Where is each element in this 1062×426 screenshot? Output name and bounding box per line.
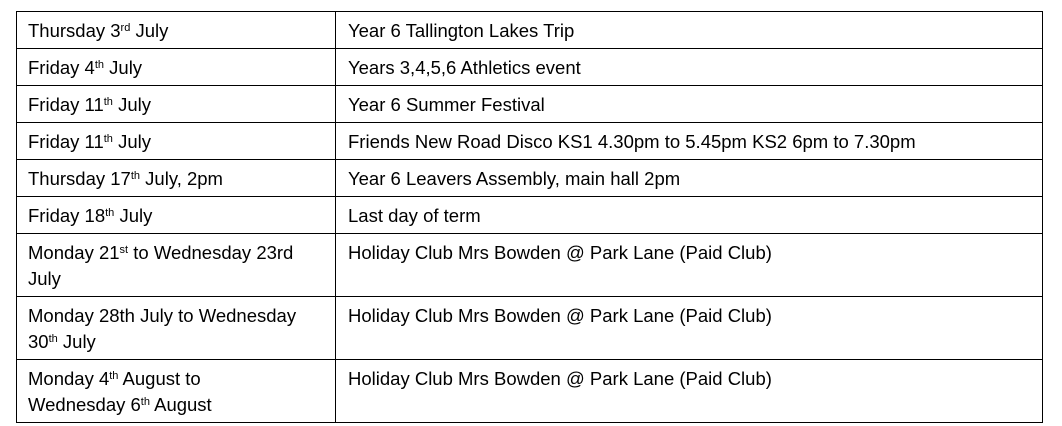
date-ordinal-suffix: rd [120, 22, 131, 34]
events-table-body [17, 12, 1043, 423]
event-date-cell [17, 12, 336, 49]
table-row [17, 160, 1043, 197]
date-ordinal-suffix: th [130, 170, 141, 182]
event-date-cell [17, 297, 336, 360]
event-description-cell: Year 6 Tallington Lakes Trip [336, 12, 1043, 49]
date-text: Thursday 17 [28, 168, 131, 189]
event-date-cell [17, 234, 336, 297]
date-text: July [112, 131, 151, 152]
table-row [17, 197, 1043, 234]
event-description-cell: Year 6 Leavers Assembly, main hall 2pm [336, 160, 1043, 197]
date-text: Monday 21 [28, 242, 120, 263]
date-ordinal-suffix: th [105, 207, 115, 219]
event-description-cell: Years 3,4,5,6 Athletics event [336, 49, 1043, 86]
table-row [17, 12, 1043, 49]
date-text: July [57, 331, 96, 352]
date-ordinal-suffix: th [109, 370, 119, 382]
date-text: July [130, 20, 169, 41]
date-text: Friday 4 [28, 57, 95, 78]
date-text: Wednesday 6 [28, 394, 141, 415]
table-row [17, 297, 1043, 360]
date-text: Friday 11 [28, 94, 104, 115]
event-description-cell: Holiday Club Mrs Bowden @ Park Lane (Paid Club) [336, 234, 1043, 297]
table-row [17, 234, 1043, 297]
date-text: Thursday 3 [28, 20, 121, 41]
table-row [17, 49, 1043, 86]
date-text: July [114, 205, 153, 226]
date-text: Friday 11 [28, 131, 104, 152]
date-text: Monday 4 [28, 368, 110, 389]
date-ordinal-suffix: th [94, 59, 105, 71]
date-text: 30 [28, 331, 49, 352]
event-description-cell: Holiday Club Mrs Bowden @ Park Lane (Paid Club) [336, 360, 1043, 423]
date-text: Friday 18 [28, 205, 106, 226]
date-ordinal-suffix: th [140, 396, 150, 408]
date-ordinal-suffix: th [103, 96, 113, 108]
event-date-cell [17, 49, 336, 86]
table-row [17, 123, 1043, 160]
date-text: July, 2pm [140, 168, 223, 189]
date-text: August to [118, 368, 201, 389]
date-text: Monday 28th July to Wednesday [28, 305, 297, 326]
date-text: July [104, 57, 143, 78]
date-text: July [112, 94, 151, 115]
event-date-cell [17, 123, 336, 160]
date-text: to Wednesday 23rd July [28, 242, 294, 289]
event-description-cell: Year 6 Summer Festival [336, 86, 1043, 123]
event-date-cell [17, 360, 336, 423]
event-date-cell [17, 160, 336, 197]
date-ordinal-suffix: th [103, 133, 113, 145]
date-ordinal-suffix: st [119, 244, 129, 256]
event-description-cell: Holiday Club Mrs Bowden @ Park Lane (Paid Club) [336, 297, 1043, 360]
table-row [17, 86, 1043, 123]
table-row [17, 360, 1043, 423]
event-description-cell: Friends New Road Disco KS1 4.30pm to 5.45pm KS2 6pm to 7.30pm [336, 123, 1043, 160]
date-text: August [149, 394, 212, 415]
date-ordinal-suffix: th [48, 333, 58, 345]
event-date-cell [17, 197, 336, 234]
event-description-cell: Last day of term [336, 197, 1043, 234]
events-table [16, 11, 1043, 423]
event-date-cell [17, 86, 336, 123]
